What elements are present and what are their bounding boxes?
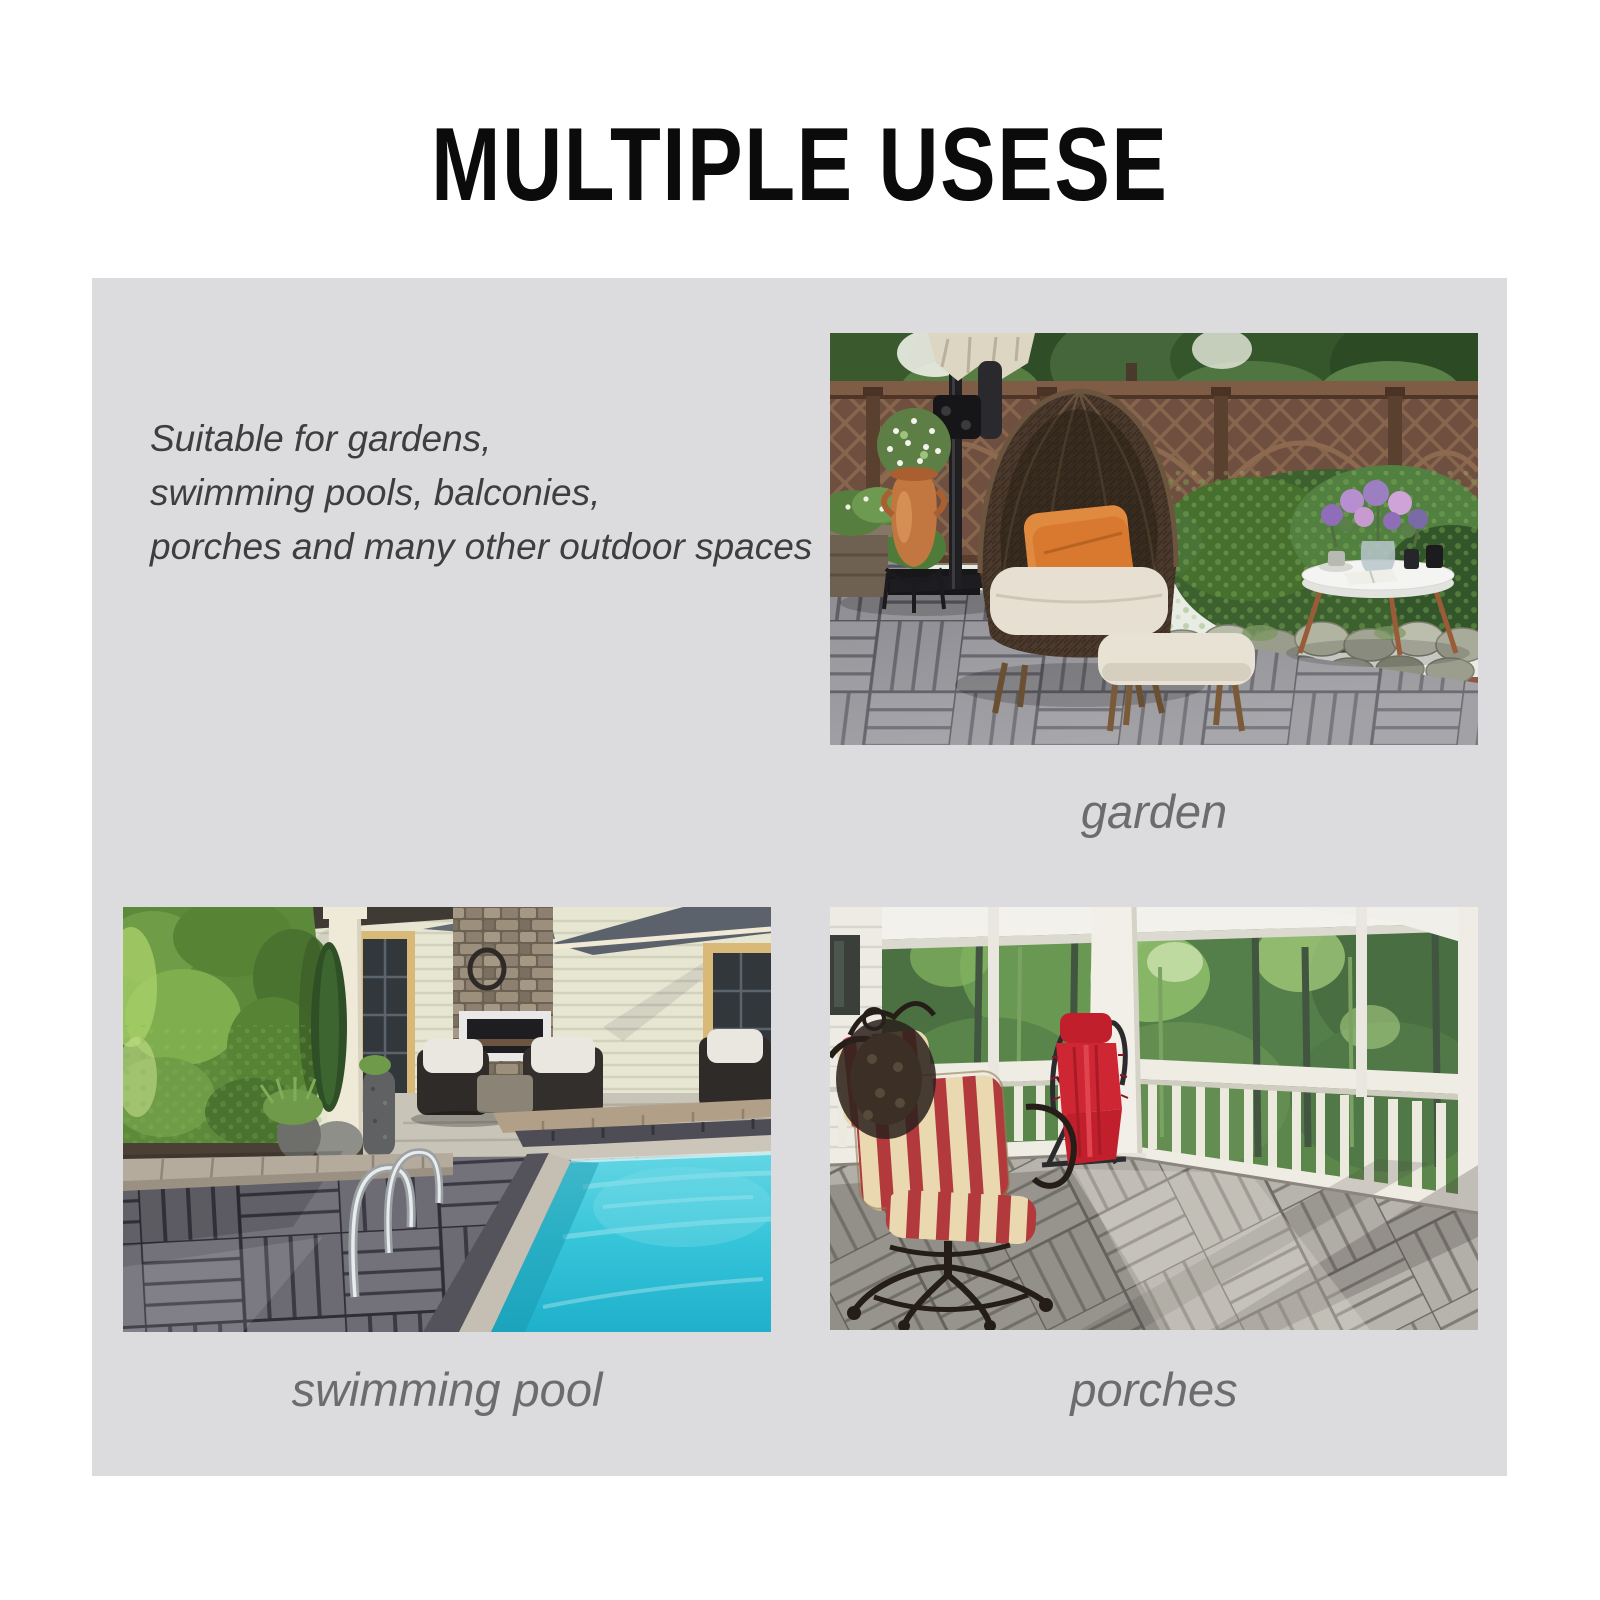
striped-seat-cushion [885, 1189, 1037, 1245]
content-panel [92, 278, 1507, 1476]
terracotta-urn [877, 408, 951, 613]
swimming-pool-photo [123, 907, 771, 1332]
description-line: swimming pools, balconies, [150, 472, 601, 513]
page-title-text: MULTIPLE USESE [431, 107, 1169, 223]
black-mug [1404, 549, 1419, 569]
description-text [150, 412, 812, 574]
porch-scene [830, 907, 1478, 1330]
gray-cup [1328, 551, 1345, 566]
page-title [0, 106, 1600, 225]
garden-photo [830, 333, 1478, 745]
porches-photo [830, 907, 1478, 1330]
porches-caption: porches [1070, 1363, 1238, 1416]
swimming-pool-caption: swimming pool [291, 1363, 603, 1416]
black-mug [1426, 545, 1443, 568]
headrest [1060, 1013, 1112, 1043]
description-line: Suitable for gardens, [150, 418, 492, 459]
description-line: porches and many other outdoor spaces [150, 526, 813, 567]
pool-scene [123, 907, 771, 1332]
fern-plant [263, 1089, 323, 1125]
garden-caption: garden [1080, 785, 1228, 838]
garden-scene [830, 333, 1478, 745]
